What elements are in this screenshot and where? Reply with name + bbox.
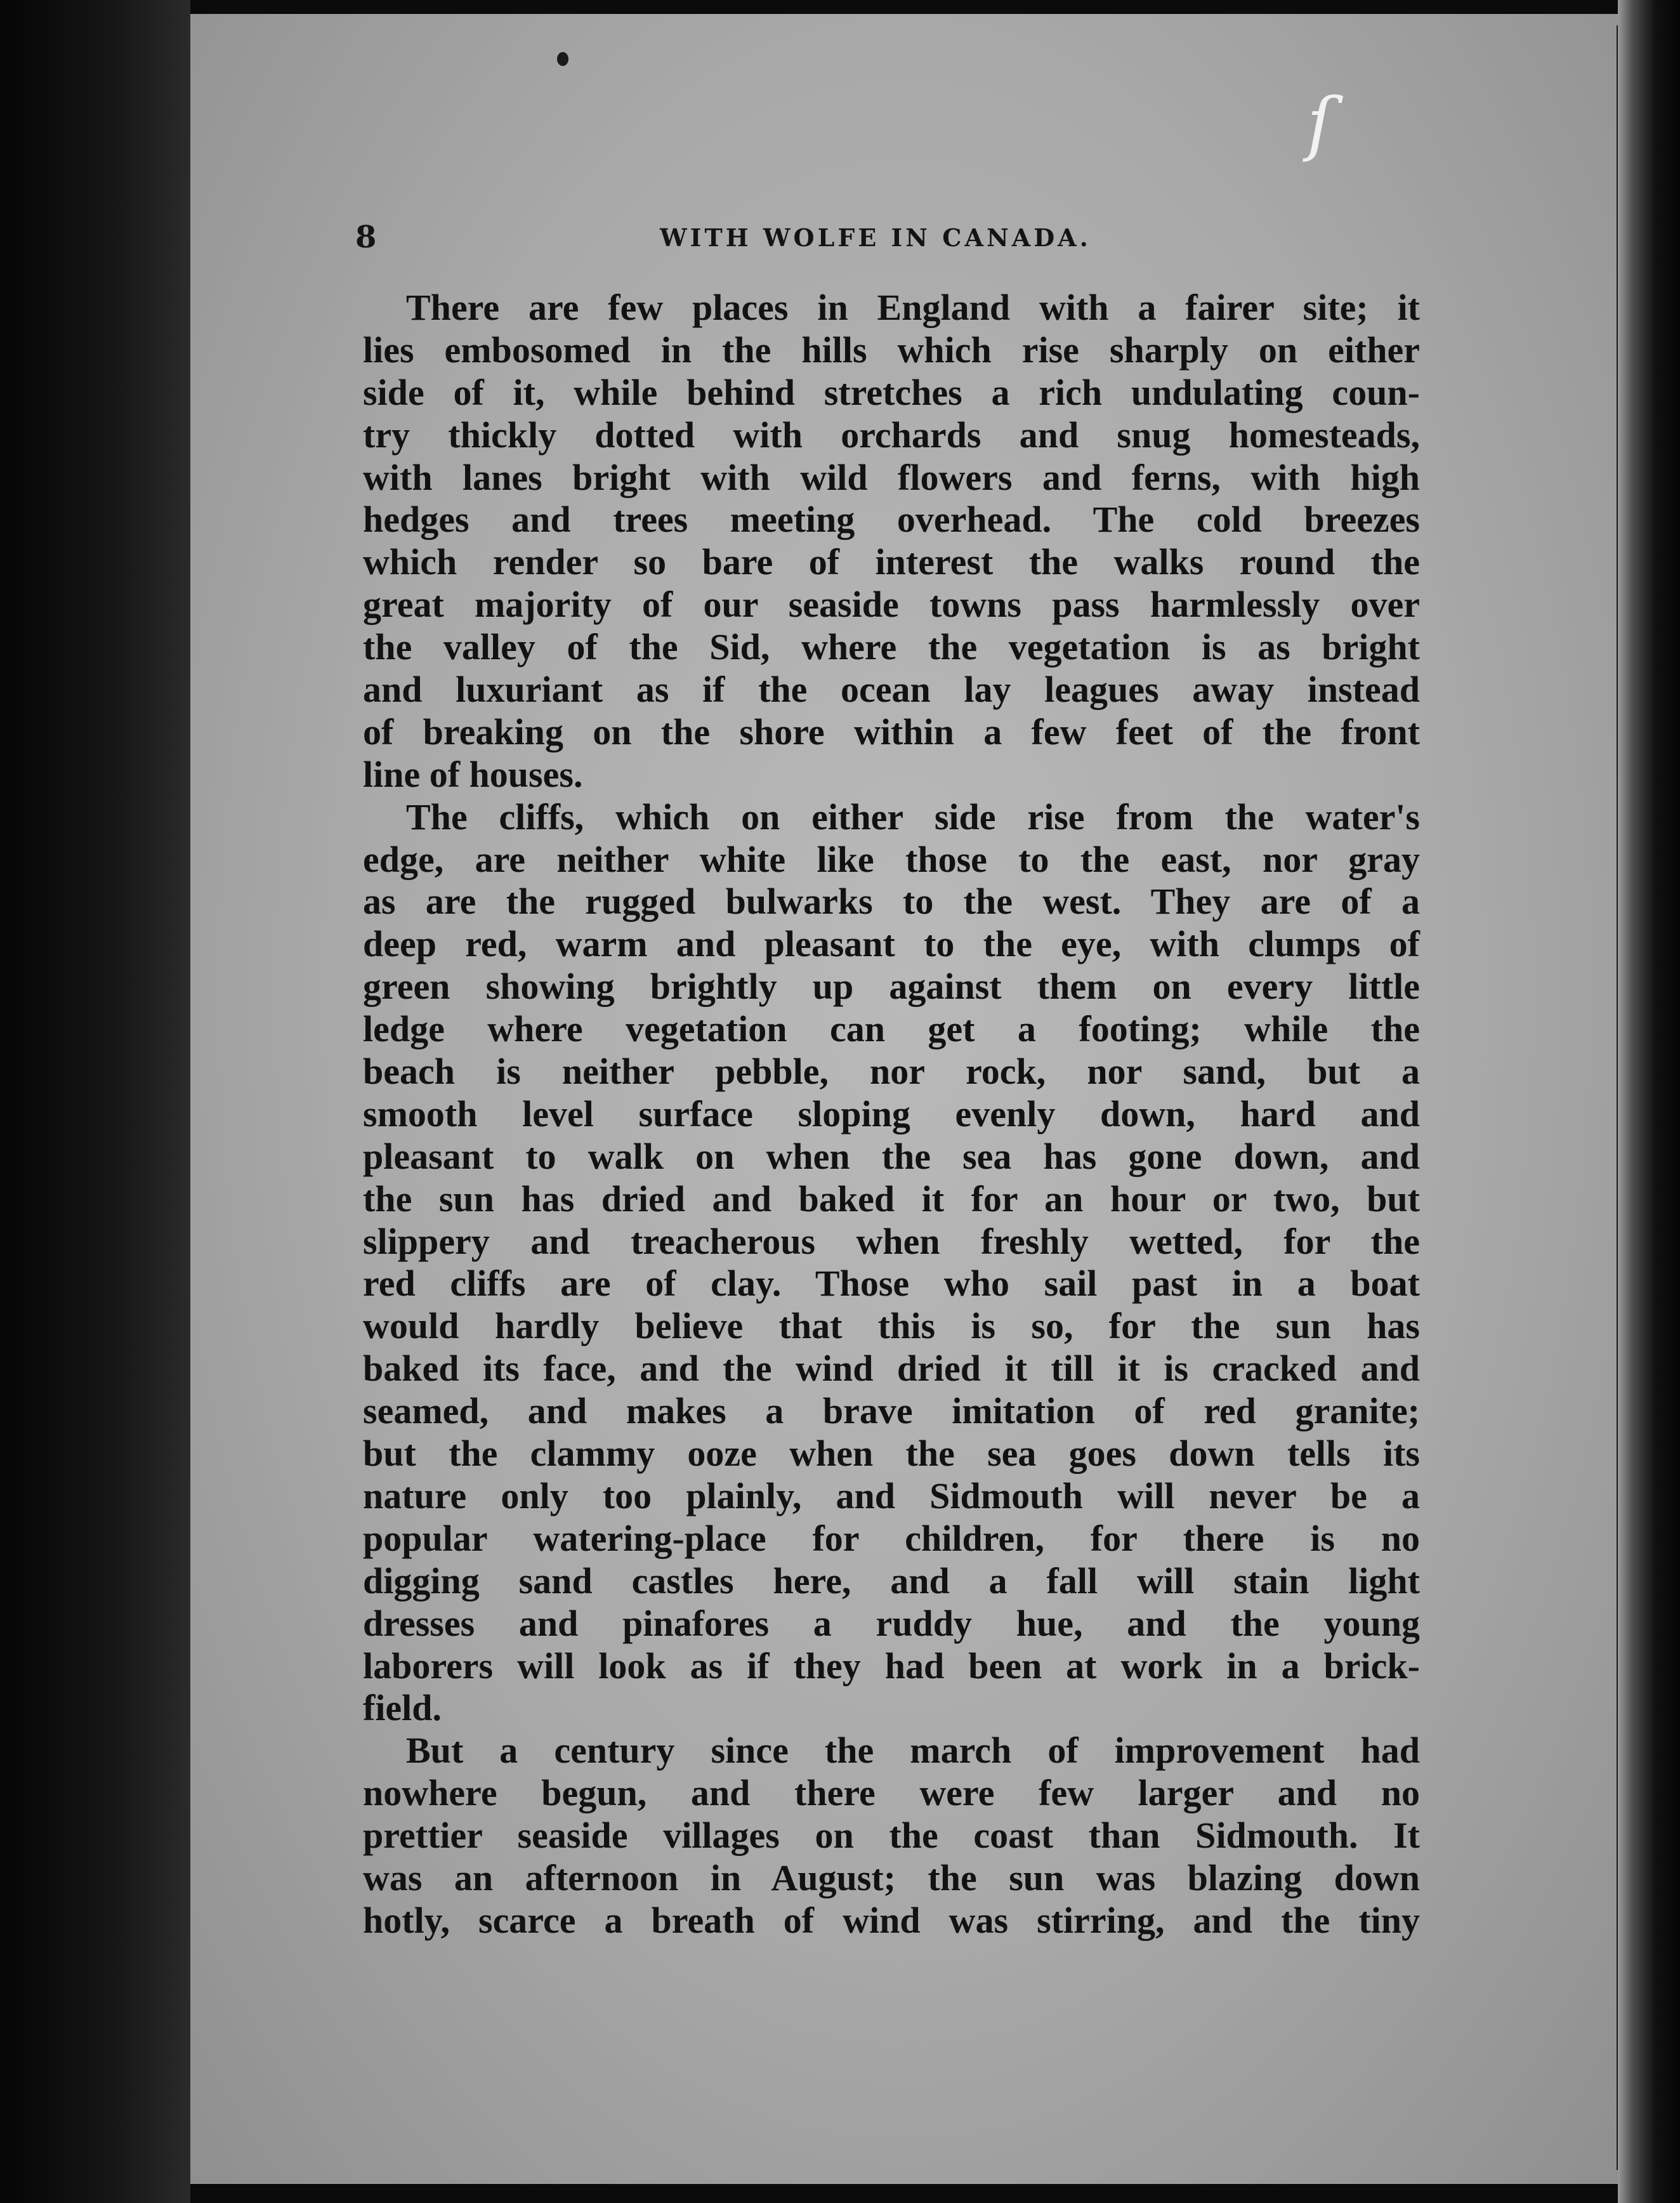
text-line: red cliffs are of clay. Those who sail past in a boat: [363, 1263, 1420, 1305]
ink-speck: [557, 52, 568, 66]
text-line: nature only too plainly, and Sidmouth will never be a: [363, 1475, 1420, 1516]
text-line: edge, are neither white like those to the east, nor gray: [363, 838, 1420, 880]
text-line: great majority of our seaside towns pass harmlessly over: [363, 584, 1420, 626]
text-line: try thickly dotted with orchards and snug homesteads,: [363, 414, 1420, 456]
text-line: laborers will look as if they had been at work in a brick-: [363, 1645, 1420, 1687]
text-line: The cliffs, which on either side rise from the water's: [406, 796, 1420, 838]
page-number: 8: [355, 220, 378, 255]
text-line: but the clammy ooze when the sea goes down tells its: [363, 1433, 1420, 1475]
text-line: popular watering-place for children, for there is no: [363, 1517, 1420, 1559]
text-line: field.: [363, 1687, 442, 1729]
text-line: pleasant to walk on when the sea has gone down, and: [363, 1135, 1420, 1177]
text-line: hotly, scarce a breath of wind was stirring, and the tiny: [363, 1899, 1420, 1941]
text-line: prettier seaside villages on the coast than Sidmouth. It: [363, 1815, 1420, 1857]
text-line: baked its face, and the wind dried it till it is cracked and: [363, 1348, 1420, 1390]
running-head: [355, 220, 1434, 258]
text-line: of breaking on the shore within a few feet of the front: [363, 711, 1420, 753]
text-line: But a century since the march of improvement had: [406, 1730, 1420, 1772]
text-line: the sun has dried and baked it for an hour or two, but: [363, 1178, 1420, 1220]
text-line: which render so bare of interest the walks round the: [363, 541, 1420, 583]
running-title: WITH WOLFE IN CANADA.: [660, 223, 1091, 252]
text-line: was an afternoon in August; the sun was blazing down: [363, 1857, 1420, 1898]
text-line: nowhere begun, and there were few larger and no: [363, 1772, 1420, 1814]
text-line: dresses and pinafores a ruddy hue, and the young: [363, 1602, 1420, 1644]
text-line: lies embosomed in the hills which rise sharply on either: [363, 329, 1420, 371]
text-line: digging sand castles here, and a fall will stain light: [363, 1560, 1420, 1601]
text-line: as are the rugged bulwarks to the west. They are of a: [363, 881, 1420, 923]
text-line: would hardly believe that this is so, for the sun has: [363, 1305, 1420, 1347]
text-line: smooth level surface sloping evenly down, hard and: [363, 1093, 1420, 1134]
text-line: seamed, and makes a brave imitation of red granite;: [363, 1390, 1420, 1432]
text-line: green showing brightly up against them on every little: [363, 966, 1420, 1008]
body-text: [363, 287, 1420, 1942]
text-line: side of it, while behind stretches a rich undulating coun-: [363, 371, 1420, 413]
page-edge-shadow: [1618, 0, 1680, 2203]
text-line: the valley of the Sid, where the vegetation is as bright: [363, 626, 1420, 668]
text-line: beach is neither pebble, nor rock, nor sand, but a: [363, 1051, 1420, 1093]
text-line: hedges and trees meeting overhead. The cold breezes: [363, 499, 1420, 541]
pencil-mark: ſ: [1307, 82, 1333, 164]
book-binding-shadow: [0, 0, 190, 2203]
text-line: deep red, warm and pleasant to the eye, with clumps of: [363, 923, 1420, 965]
text-line: There are few places in England with a fairer site; it: [406, 287, 1420, 328]
text-line: ledge where vegetation can get a footing; while the: [363, 1008, 1420, 1050]
text-line: line of houses.: [363, 753, 583, 795]
text-line: with lanes bright with wild flowers and ferns, with high: [363, 456, 1420, 498]
text-line: slippery and treacherous when freshly wetted, for the: [363, 1220, 1420, 1262]
text-line: and luxuriant as if the ocean lay leagues away instead: [363, 669, 1420, 711]
